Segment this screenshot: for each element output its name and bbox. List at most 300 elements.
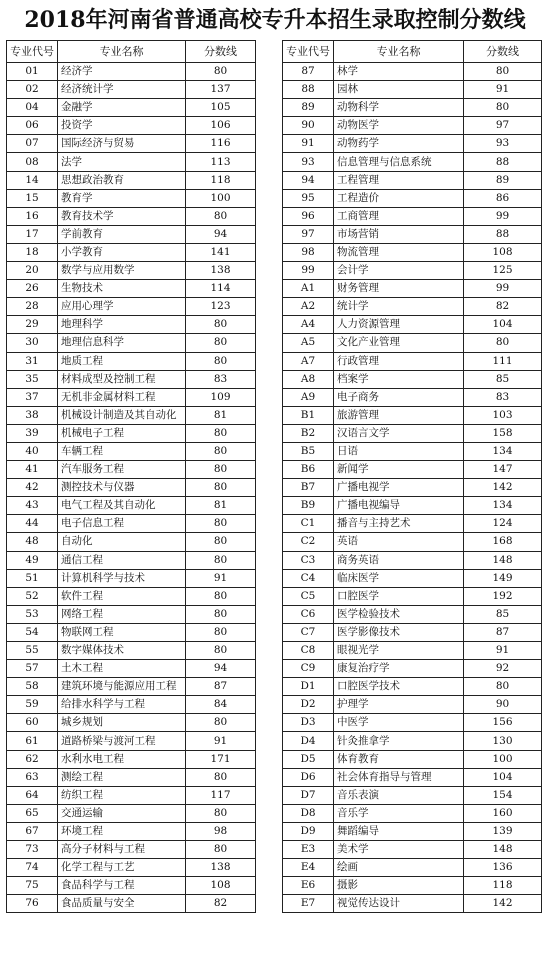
major-code-cell: 61 [7, 732, 58, 750]
major-code-cell: B6 [283, 461, 334, 479]
score-table-right [282, 40, 542, 913]
table-row [283, 352, 542, 370]
major-code-cell: 15 [7, 189, 58, 207]
table-row [283, 859, 542, 877]
major-name-cell: 教育技术学 [58, 207, 186, 225]
table-row [7, 171, 256, 189]
major-code-cell: 88 [283, 81, 334, 99]
score-cell: 80 [186, 642, 256, 660]
table-row [7, 280, 256, 298]
major-name-cell: 无机非金属材料工程 [58, 388, 186, 406]
table-row [7, 841, 256, 859]
table-row [283, 841, 542, 859]
table-row [7, 895, 256, 913]
major-code-cell: 73 [7, 841, 58, 859]
major-name-cell: 测绘工程 [58, 768, 186, 786]
score-cell: 80 [186, 479, 256, 497]
major-code-cell: A2 [283, 298, 334, 316]
major-code-cell: 43 [7, 497, 58, 515]
table-row [7, 732, 256, 750]
score-cell: 114 [186, 280, 256, 298]
table-row [7, 696, 256, 714]
score-table-left [6, 40, 256, 913]
major-name-cell: 工程造价 [334, 189, 464, 207]
major-code-cell: A4 [283, 316, 334, 334]
score-cell: 80 [186, 551, 256, 569]
major-name-cell: 体育教育 [334, 750, 464, 768]
table-row [7, 605, 256, 623]
major-name-cell: 应用心理学 [58, 298, 186, 316]
score-cell: 111 [464, 352, 542, 370]
score-cell: 139 [464, 822, 542, 840]
major-code-cell: 39 [7, 424, 58, 442]
major-name-cell: 数字媒体技术 [58, 642, 186, 660]
major-code-cell: 04 [7, 99, 58, 117]
major-code-cell: 54 [7, 623, 58, 641]
table-row [7, 442, 256, 460]
major-code-cell: 96 [283, 207, 334, 225]
major-name-cell: 口腔医学技术 [334, 678, 464, 696]
score-cell: 192 [464, 587, 542, 605]
table-row [283, 642, 542, 660]
score-cell: 104 [464, 768, 542, 786]
table-row [283, 895, 542, 913]
score-cell: 108 [464, 243, 542, 261]
table-row [7, 551, 256, 569]
major-code-cell: 64 [7, 786, 58, 804]
major-name-cell: 网络工程 [58, 605, 186, 623]
major-code-cell: 06 [7, 117, 58, 135]
major-name-cell: 地理科学 [58, 316, 186, 334]
major-name-cell: 眼视光学 [334, 642, 464, 660]
score-cell: 92 [464, 660, 542, 678]
page-title: 2018年河南省普通高校专升本招生录取控制分数线 [24, 7, 526, 33]
score-cell: 160 [464, 804, 542, 822]
score-cell: 130 [464, 732, 542, 750]
table-row [283, 117, 542, 135]
major-name-cell: 给排水科学与工程 [58, 696, 186, 714]
major-name-cell: 广播电视学 [334, 479, 464, 497]
table-row [7, 642, 256, 660]
major-code-cell: 55 [7, 642, 58, 660]
score-cell: 94 [186, 225, 256, 243]
major-code-cell: B9 [283, 497, 334, 515]
table-row [283, 461, 542, 479]
table-row [7, 497, 256, 515]
major-code-cell: 99 [283, 262, 334, 280]
score-cell: 149 [464, 569, 542, 587]
table-row [7, 298, 256, 316]
score-cell: 80 [186, 804, 256, 822]
score-cell: 80 [464, 678, 542, 696]
table-row [283, 153, 542, 171]
major-name-cell: 文化产业管理 [334, 334, 464, 352]
major-name-cell: 国际经济与贸易 [58, 135, 186, 153]
major-name-cell: 日语 [334, 442, 464, 460]
table-row [7, 877, 256, 895]
table-row [283, 316, 542, 334]
major-name-cell: 医学检验技术 [334, 605, 464, 623]
major-name-cell: 旅游管理 [334, 406, 464, 424]
major-code-cell: B5 [283, 442, 334, 460]
major-name-cell: 医学影像技术 [334, 623, 464, 641]
table-row [7, 623, 256, 641]
score-cell: 99 [464, 207, 542, 225]
table-row [283, 569, 542, 587]
score-cell: 99 [464, 280, 542, 298]
score-cell: 80 [186, 63, 256, 81]
table-row [7, 135, 256, 153]
score-cell: 80 [186, 207, 256, 225]
major-code-cell: 59 [7, 696, 58, 714]
major-code-cell: D2 [283, 696, 334, 714]
major-name-cell: 学前教育 [58, 225, 186, 243]
score-cell: 81 [186, 406, 256, 424]
major-code-cell: 53 [7, 605, 58, 623]
table-row [283, 479, 542, 497]
major-name-cell: 中医学 [334, 714, 464, 732]
major-name-cell: 视觉传达设计 [334, 895, 464, 913]
major-name-cell: 新闻学 [334, 461, 464, 479]
score-cell: 103 [464, 406, 542, 424]
major-code-cell: D5 [283, 750, 334, 768]
major-name-cell: 机械设计制造及其自动化 [58, 406, 186, 424]
major-name-cell: 材料成型及控制工程 [58, 370, 186, 388]
major-name-cell: 市场营销 [334, 225, 464, 243]
score-cell: 142 [464, 479, 542, 497]
score-cell: 80 [186, 714, 256, 732]
table-row [283, 678, 542, 696]
major-code-cell: 28 [7, 298, 58, 316]
score-cell: 84 [186, 696, 256, 714]
header-name: 专业名称 [58, 41, 186, 63]
major-name-cell: 会计学 [334, 262, 464, 280]
score-cell: 80 [186, 533, 256, 551]
major-code-cell: 89 [283, 99, 334, 117]
table-row [283, 623, 542, 641]
major-name-cell: 财务管理 [334, 280, 464, 298]
table-row [7, 822, 256, 840]
major-name-cell: 园林 [334, 81, 464, 99]
table-row [283, 406, 542, 424]
score-cell: 91 [464, 81, 542, 99]
major-code-cell: 37 [7, 388, 58, 406]
major-code-cell: 29 [7, 316, 58, 334]
header-score: 分数线 [464, 41, 542, 63]
major-code-cell: 58 [7, 678, 58, 696]
major-code-cell: 48 [7, 533, 58, 551]
score-cell: 108 [186, 877, 256, 895]
table-row [7, 424, 256, 442]
header-score: 分数线 [186, 41, 256, 63]
major-code-cell: D7 [283, 786, 334, 804]
major-name-cell: 地质工程 [58, 352, 186, 370]
table-row [283, 225, 542, 243]
major-code-cell: C9 [283, 660, 334, 678]
header-code: 专业代号 [7, 41, 58, 63]
table-row [7, 81, 256, 99]
score-cell: 106 [186, 117, 256, 135]
major-code-cell: 14 [7, 171, 58, 189]
table-row [283, 732, 542, 750]
table-row [7, 99, 256, 117]
table-row [7, 63, 256, 81]
score-cell: 80 [186, 587, 256, 605]
table-row [7, 388, 256, 406]
score-cell: 100 [464, 750, 542, 768]
table-row [283, 207, 542, 225]
score-cell: 156 [464, 714, 542, 732]
table-row [7, 207, 256, 225]
score-cell: 80 [186, 316, 256, 334]
table-row [7, 750, 256, 768]
table-body-right [283, 63, 542, 913]
score-cell: 148 [464, 841, 542, 859]
major-name-cell: 档案学 [334, 370, 464, 388]
score-cell: 148 [464, 551, 542, 569]
score-cell: 98 [186, 822, 256, 840]
table-row [283, 370, 542, 388]
major-name-cell: 音乐学 [334, 804, 464, 822]
major-code-cell: C5 [283, 587, 334, 605]
table-row [283, 262, 542, 280]
major-name-cell: 食品质量与安全 [58, 895, 186, 913]
major-code-cell: C3 [283, 551, 334, 569]
score-cell: 80 [464, 99, 542, 117]
score-cell: 80 [186, 768, 256, 786]
table-row [7, 225, 256, 243]
score-cell: 93 [464, 135, 542, 153]
score-cell: 97 [464, 117, 542, 135]
major-name-cell: 测控技术与仪器 [58, 479, 186, 497]
major-name-cell: 护理学 [334, 696, 464, 714]
major-code-cell: 65 [7, 804, 58, 822]
table-row [283, 750, 542, 768]
score-cell: 147 [464, 461, 542, 479]
score-cell: 85 [464, 605, 542, 623]
score-cell: 109 [186, 388, 256, 406]
score-cell: 81 [186, 497, 256, 515]
score-cell: 80 [186, 605, 256, 623]
major-name-cell: 绘画 [334, 859, 464, 877]
major-name-cell: 机械电子工程 [58, 424, 186, 442]
major-code-cell: B2 [283, 424, 334, 442]
major-name-cell: 音乐表演 [334, 786, 464, 804]
score-cell: 83 [464, 388, 542, 406]
table-row [283, 298, 542, 316]
major-name-cell: 广播电视编导 [334, 497, 464, 515]
score-cell: 80 [186, 461, 256, 479]
score-cell: 86 [464, 189, 542, 207]
major-name-cell: 高分子材料与工程 [58, 841, 186, 859]
table-header-row [283, 41, 542, 63]
major-name-cell: 电子商务 [334, 388, 464, 406]
score-cell: 154 [464, 786, 542, 804]
major-name-cell: 投资学 [58, 117, 186, 135]
major-name-cell: 信息管理与信息系统 [334, 153, 464, 171]
table-row [7, 714, 256, 732]
major-code-cell: 20 [7, 262, 58, 280]
major-name-cell: 汉语言文学 [334, 424, 464, 442]
major-code-cell: 75 [7, 877, 58, 895]
score-cell: 100 [186, 189, 256, 207]
score-cell: 82 [464, 298, 542, 316]
major-name-cell: 物联网工程 [58, 623, 186, 641]
score-cell: 137 [186, 81, 256, 99]
table-header-row [7, 41, 256, 63]
score-cell: 113 [186, 153, 256, 171]
major-name-cell: 电气工程及其自动化 [58, 497, 186, 515]
major-name-cell: 工商管理 [334, 207, 464, 225]
major-name-cell: 纺织工程 [58, 786, 186, 804]
major-name-cell: 针灸推拿学 [334, 732, 464, 750]
major-code-cell: E6 [283, 877, 334, 895]
major-name-cell: 舞蹈编导 [334, 822, 464, 840]
table-body-left [7, 63, 256, 913]
score-cell: 82 [186, 895, 256, 913]
major-name-cell: 林学 [334, 63, 464, 81]
table-row [283, 605, 542, 623]
score-cell: 91 [186, 569, 256, 587]
major-name-cell: 软件工程 [58, 587, 186, 605]
table-row [7, 262, 256, 280]
major-code-cell: C2 [283, 533, 334, 551]
table-row [7, 678, 256, 696]
major-name-cell: 法学 [58, 153, 186, 171]
table-row [7, 786, 256, 804]
score-cell: 80 [186, 515, 256, 533]
major-name-cell: 金融学 [58, 99, 186, 117]
score-cell: 118 [464, 877, 542, 895]
score-cell: 90 [464, 696, 542, 714]
score-cell: 134 [464, 442, 542, 460]
table-row [283, 388, 542, 406]
major-code-cell: 01 [7, 63, 58, 81]
score-cell: 94 [186, 660, 256, 678]
major-code-cell: 44 [7, 515, 58, 533]
major-code-cell: D8 [283, 804, 334, 822]
major-code-cell: 74 [7, 859, 58, 877]
major-code-cell: A1 [283, 280, 334, 298]
major-code-cell: 17 [7, 225, 58, 243]
score-cell: 138 [186, 859, 256, 877]
major-code-cell: 97 [283, 225, 334, 243]
score-cell: 171 [186, 750, 256, 768]
table-row [7, 117, 256, 135]
score-cell: 138 [186, 262, 256, 280]
table-row [7, 587, 256, 605]
score-cell: 141 [186, 243, 256, 261]
score-cell: 80 [464, 63, 542, 81]
major-name-cell: 地理信息科学 [58, 334, 186, 352]
score-cell: 116 [186, 135, 256, 153]
table-row [283, 189, 542, 207]
header-name: 专业名称 [334, 41, 464, 63]
major-name-cell: 食品科学与工程 [58, 877, 186, 895]
major-name-cell: 环境工程 [58, 822, 186, 840]
major-name-cell: 商务英语 [334, 551, 464, 569]
major-name-cell: 康复治疗学 [334, 660, 464, 678]
major-name-cell: 交通运输 [58, 804, 186, 822]
major-code-cell: 93 [283, 153, 334, 171]
score-cell: 117 [186, 786, 256, 804]
score-cell: 87 [186, 678, 256, 696]
score-cell: 80 [186, 841, 256, 859]
major-code-cell: C7 [283, 623, 334, 641]
major-name-cell: 摄影 [334, 877, 464, 895]
table-row [7, 243, 256, 261]
score-cell: 91 [464, 642, 542, 660]
major-code-cell: 26 [7, 280, 58, 298]
major-code-cell: 62 [7, 750, 58, 768]
table-row [283, 99, 542, 117]
major-name-cell: 工程管理 [334, 171, 464, 189]
major-name-cell: 汽车服务工程 [58, 461, 186, 479]
score-cell: 142 [464, 895, 542, 913]
major-code-cell: D9 [283, 822, 334, 840]
header-code: 专业代号 [283, 41, 334, 63]
table-row [283, 551, 542, 569]
score-cell: 88 [464, 153, 542, 171]
table-row [7, 515, 256, 533]
major-code-cell: 38 [7, 406, 58, 424]
major-code-cell: 49 [7, 551, 58, 569]
major-name-cell: 动物科学 [334, 99, 464, 117]
table-row [283, 660, 542, 678]
major-code-cell: 63 [7, 768, 58, 786]
table-row [7, 189, 256, 207]
score-cell: 85 [464, 370, 542, 388]
score-cell: 80 [186, 442, 256, 460]
table-row [283, 877, 542, 895]
major-name-cell: 经济统计学 [58, 81, 186, 99]
score-cell: 134 [464, 497, 542, 515]
major-name-cell: 城乡规划 [58, 714, 186, 732]
major-code-cell: 87 [283, 63, 334, 81]
score-cell: 118 [186, 171, 256, 189]
table-row [7, 859, 256, 877]
score-cell: 80 [464, 334, 542, 352]
score-cell: 104 [464, 316, 542, 334]
major-code-cell: E3 [283, 841, 334, 859]
score-cell: 80 [186, 352, 256, 370]
table-row [283, 587, 542, 605]
table-row [7, 660, 256, 678]
major-name-cell: 自动化 [58, 533, 186, 551]
major-code-cell: 41 [7, 461, 58, 479]
major-code-cell: A5 [283, 334, 334, 352]
major-code-cell: B1 [283, 406, 334, 424]
major-name-cell: 社会体育指导与管理 [334, 768, 464, 786]
major-code-cell: C4 [283, 569, 334, 587]
table-row [283, 280, 542, 298]
major-code-cell: 35 [7, 370, 58, 388]
major-code-cell: D3 [283, 714, 334, 732]
major-code-cell: A8 [283, 370, 334, 388]
major-name-cell: 动物医学 [334, 117, 464, 135]
major-code-cell: 95 [283, 189, 334, 207]
major-code-cell: 91 [283, 135, 334, 153]
major-name-cell: 经济学 [58, 63, 186, 81]
table-row [283, 442, 542, 460]
table-row [283, 822, 542, 840]
major-code-cell: D1 [283, 678, 334, 696]
table-row [283, 804, 542, 822]
table-row [283, 81, 542, 99]
major-code-cell: 67 [7, 822, 58, 840]
table-row [283, 768, 542, 786]
major-code-cell: 60 [7, 714, 58, 732]
